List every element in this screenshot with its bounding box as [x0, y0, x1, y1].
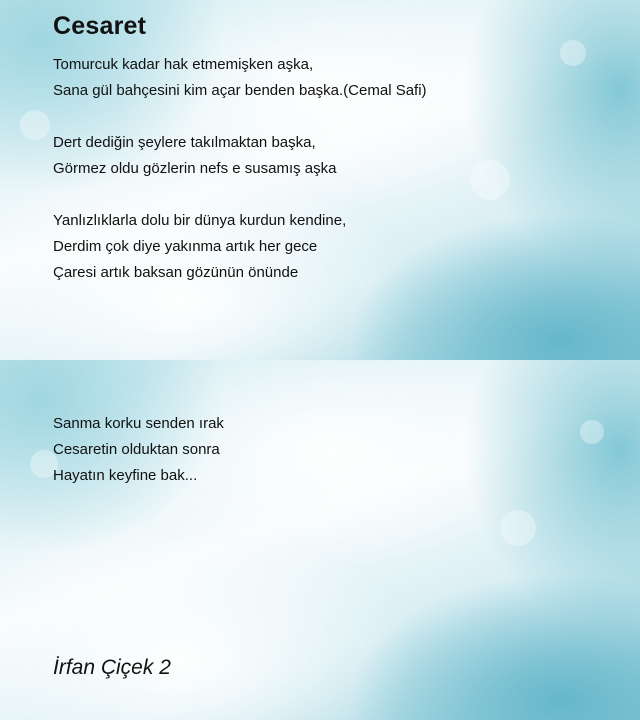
bokeh-decoration	[20, 110, 50, 140]
poem-line: Cesaretin olduktan sonra	[53, 441, 220, 458]
poem-author: İrfan Çiçek 2	[53, 656, 171, 679]
poem-line: Sanma korku senden ırak	[53, 415, 224, 432]
stanza-1	[53, 52, 427, 104]
poem-line: Dert dediğin şeylere takılmaktan başka,	[53, 134, 316, 151]
poem-card-bottom	[0, 360, 640, 720]
stanza-2	[53, 130, 336, 182]
poem-line: Tomurcuk kadar hak etmemişken aşka,	[53, 56, 314, 73]
bokeh-decoration	[560, 40, 586, 66]
stanza-3	[53, 208, 346, 286]
poem-title: Cesaret	[53, 12, 147, 40]
stanza-4	[53, 411, 224, 489]
poem-line: Derdim çok diye yakınma artık her gece	[53, 238, 318, 255]
poem-line: Hayatın keyfine bak...	[53, 467, 198, 484]
bokeh-decoration	[470, 160, 510, 200]
poem-line: Sana gül bahçesini kim açar benden başka.(Cemal Safi)	[53, 82, 427, 99]
poem-line: Çaresi artık baksan gözünün önünde	[53, 264, 299, 281]
bokeh-decoration	[500, 510, 536, 546]
poem-line: Yanlızlıklarla dolu bir dünya kurdun kendine,	[53, 212, 347, 229]
poem-line: Görmez oldu gözlerin nefs e susamış aşka	[53, 160, 337, 177]
bokeh-decoration	[580, 420, 604, 444]
